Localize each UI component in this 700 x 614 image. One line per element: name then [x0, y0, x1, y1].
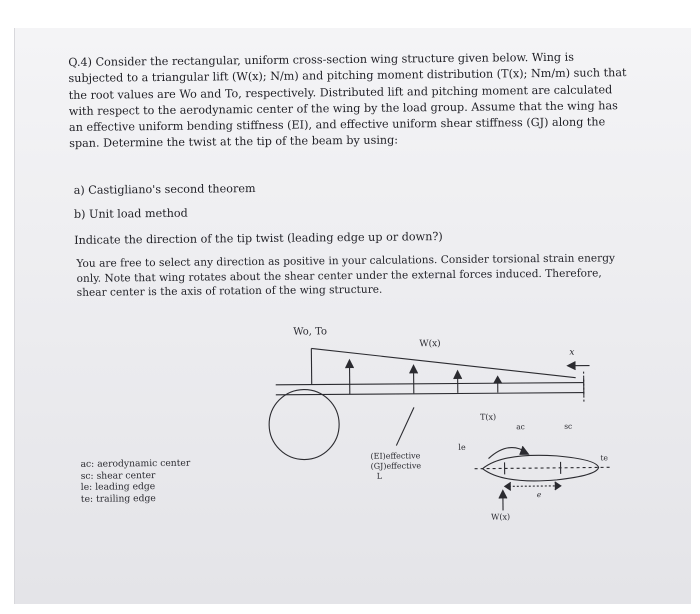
- question-text: Q.4) Consider the rectangular, uniform cross-section wing structure given below. Wing is subjected to a triangular lift (W(x); N/m) and pitching moment distribution (T(x); Nm/m) such that the root values are Wo and To, respectively. Distributed lift and pitching moment are calculated with respect to the aerodynamic center of the wing by the load group. Assume that the wing has an effective uniform bending stiffness (EI), and effective uniform shear stiffness (GJ) along the span. Determine the twist at the tip of the beam by using:: [68, 50, 627, 151]
- option-a: a) Castigliano's second theorem: [73, 182, 256, 197]
- wing-diagram: [14, 28, 691, 604]
- photo-frame: [14, 28, 691, 604]
- paper-sheet: [14, 28, 691, 604]
- root-values-label: Wo, To: [293, 326, 328, 338]
- legend-sc: sc: shear center: [80, 469, 156, 482]
- sc-label: sc: [564, 421, 573, 431]
- legend-le: le: leading edge: [80, 481, 156, 494]
- gj-label: (GJ)effective: [370, 461, 422, 471]
- root-fixture: [269, 389, 340, 460]
- moment-label: T(x): [480, 412, 497, 422]
- beam-bottom-edge: [276, 392, 584, 396]
- legend: [80, 458, 190, 506]
- ei-label: (EI)effective: [370, 451, 421, 461]
- beam-top-edge: [276, 382, 584, 386]
- ac-label: ac: [516, 422, 525, 432]
- direction-prompt: Indicate the direction of the tip twist (leading edge up or down?): [74, 230, 443, 247]
- cross-section: [474, 445, 611, 510]
- legend-te: te: trailing edge: [80, 492, 156, 505]
- te-label: te: [600, 453, 608, 463]
- stiffness-pointer: [396, 407, 414, 445]
- legend-ac: ac: aerodynamic center: [80, 457, 191, 470]
- e-label: e: [536, 490, 542, 500]
- option-b: b) Unit load method: [73, 206, 188, 221]
- x-axis-label: x: [569, 347, 575, 358]
- section-lift-label: W(x): [491, 512, 511, 522]
- stiffness-labels: [370, 451, 421, 482]
- lift-distribution-label: W(x): [419, 339, 441, 350]
- lift-arrows: [345, 358, 501, 394]
- length-label: L: [376, 471, 383, 481]
- note-text: You are free to select any direction as positive in your calculations. Consider torsional strain energy only. Note that wing rotates about the shear center under the external forces induced. Therefore, shear center is the axis of rotation of the wing structure.: [76, 252, 616, 300]
- le-label: le: [458, 442, 466, 452]
